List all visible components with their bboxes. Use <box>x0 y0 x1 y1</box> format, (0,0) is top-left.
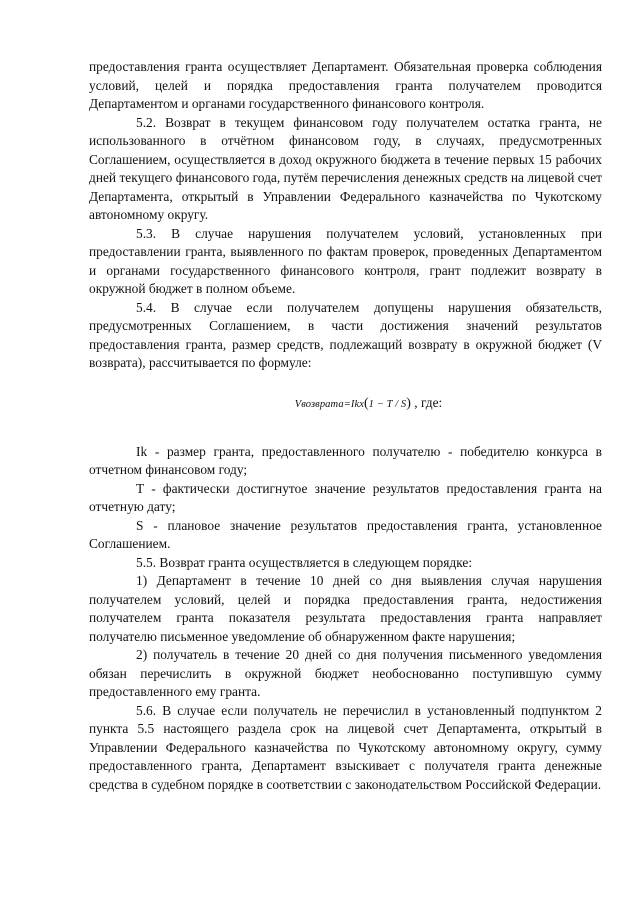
formula-tail: , где: <box>414 394 443 410</box>
paragraph-5-1-continuation: предоставления гранта осуществляет Департамент. Обязательная проверка соблюдения условий, целей и порядка предоставления гранта получателем проводится Департаментом и органами государственного финансового контроля. <box>89 59 602 111</box>
formula-eq: = <box>343 398 351 410</box>
paragraph-5-5: 5.5. Возврат гранта осуществляется в следующем порядке: <box>136 554 473 570</box>
formula-body: 1 − T / S <box>368 398 407 410</box>
paragraph-5-2: 5.2. Возврат в текущем финансовом году получателем остатка гранта, не использованного в отчётном финансовом году, в случаях, предусмотренных Соглашением, осуществляется в доход окружного бюджета в течение первых 15 рабочих дней текущего финансового года, путём перечисления денежных средств на лицевой счет Департамента, открытый в Управлении Федерального казначейства по Чукотскому автономному округу. <box>89 114 602 222</box>
paragraph-5-5-item-2: 2) получатель в течение 20 дней со дня получения письменного уведомления обязан перечислить в окружной бюджет необоснованно поступившую сумму предоставленного ему гранта. <box>89 647 602 699</box>
formula-ik: Ikx <box>350 398 364 410</box>
document-page <box>89 58 602 794</box>
formula-open-paren: ( <box>364 395 369 411</box>
definition-s: S - плановое значение результатов предоставления гранта, установленное Соглашением. <box>89 517 602 551</box>
paragraph-5-5-item-1: 1) Департамент в течение 10 дней со дня выявления случая нарушения получателем условий, целей и порядка предоставления гранта, недостижения получателем гранта показателя результата предоставления гранта направляет получателю письменное уведомление об обнаруженном факте нарушения; <box>89 573 602 644</box>
return-formula <box>89 391 602 415</box>
paragraph-5-3: 5.3. В случае нарушения получателем условий, установленных при предоставлении гранта, выявленного по фактам проверок, проведенных Департаментом и органами государственного финансового контроля, грант подлежит возврату в окружной бюджет в полном объеме. <box>89 225 602 296</box>
formula-close-paren: ) <box>406 395 411 411</box>
paragraph-5-6: 5.6. В случае если получатель не перечислил в установленный подпунктом 2 пункта 5.5 настоящего раздела срок на лицевой счет Департамента, открытый в Управлении Федерального казначейства по Чукотскому автономному округу, сумму предоставленного гранта, Департамент взыскивает с получателя гранта денежные средства в судебном порядке в соответствии с законодательством Российской Федерации. <box>89 702 602 792</box>
paragraph-5-4: 5.4. В случае если получателем допущены нарушения обязательств, предусмотренных Соглашением, в части достижения значений результатов предоставления гранта, размер средств, подлежащий возврату в окружной бюджет (V возврата), рассчитывается по формуле: <box>89 299 602 370</box>
definition-ik: Ik - размер гранта, предоставленного получателю - победителю конкурса в отчетном финансовом году; <box>89 443 602 477</box>
formula-lhs: Vвозврата <box>294 398 344 410</box>
definition-t: T - фактически достигнутое значение результатов предоставления гранта на отчетную дату; <box>89 480 602 514</box>
